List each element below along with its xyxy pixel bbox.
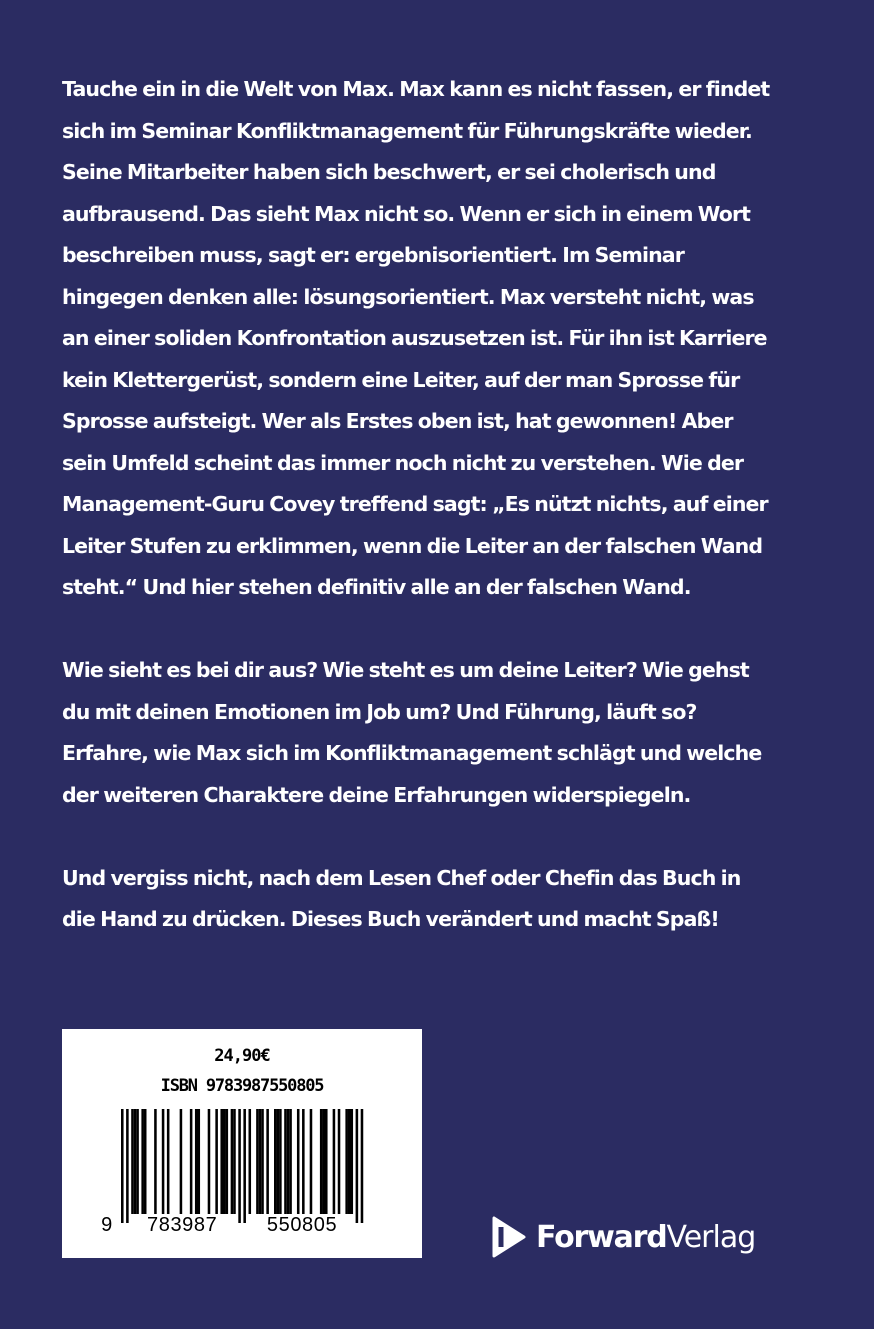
barcode-guard-bar — [243, 1109, 246, 1223]
barcode-bar — [226, 1109, 229, 1214]
barcode-bar — [162, 1109, 165, 1214]
barcode-bar — [198, 1109, 201, 1214]
barcode-bar — [287, 1109, 290, 1214]
barcode-bar — [333, 1109, 336, 1214]
barcode-bar — [223, 1109, 226, 1214]
barcode-bar — [302, 1109, 305, 1214]
barcode-bar — [351, 1109, 354, 1214]
barcode-bar — [144, 1109, 147, 1214]
barcode-bar — [231, 1109, 234, 1214]
barcode-bar — [134, 1109, 137, 1214]
barcode-bar — [195, 1109, 198, 1214]
barcode-bar — [284, 1109, 287, 1214]
barcode-guard-bar — [126, 1109, 129, 1223]
publisher-name-bold: Forward — [536, 1219, 667, 1255]
barcode-panel — [62, 1029, 422, 1258]
barcode-bar — [320, 1109, 323, 1214]
barcode-bar — [266, 1109, 269, 1214]
barcode-bar — [215, 1109, 218, 1214]
barcode-bar — [348, 1109, 351, 1214]
barcode-guard-bar — [361, 1109, 364, 1223]
barcode-bar — [259, 1109, 262, 1214]
barcode-bar — [279, 1109, 282, 1214]
barcode-bar — [233, 1109, 236, 1214]
blurb-paragraph-3: Und vergiss nicht, nach dem Lesen Chef oder Chefin das Buch in die Hand zu drücken. Dieses Buch verändert und macht Spaß! — [62, 865, 741, 931]
barcode-bar — [325, 1109, 328, 1214]
barcode-bar — [345, 1109, 348, 1214]
barcode-bar — [131, 1109, 134, 1214]
barcode-bar — [274, 1109, 277, 1214]
barcode-bar — [261, 1109, 264, 1214]
ean13-barcode — [62, 1029, 422, 1258]
isbn-label: ISBN 9783987550805 — [160, 1076, 324, 1096]
barcode-bar — [289, 1109, 292, 1214]
barcode-bar — [338, 1109, 341, 1214]
barcode-bar — [256, 1109, 259, 1214]
play-arrow-icon — [490, 1215, 528, 1259]
barcode-guard-bar — [356, 1109, 359, 1223]
barcode-bar — [180, 1109, 183, 1214]
barcode-bar — [310, 1109, 313, 1214]
barcode-digit-first: 9 — [101, 1214, 113, 1236]
blurb-paragraph-2: Wie sieht es bei dir aus? Wie steht es um deine Leiter? Wie gehst du mit deinen Emotionen im Job um? Und Führung, läuft so? Erfahre, wie Max sich im Konfliktmanagement schlägt und welche der weiteren Charaktere deine Erfahrungen widerspiegeln. — [62, 658, 762, 807]
barcode-bar — [249, 1109, 252, 1214]
barcode-digits-right: 550805 — [266, 1214, 338, 1236]
barcode-bar — [322, 1109, 325, 1214]
barcode-bar — [154, 1109, 157, 1214]
barcode-guard-bar — [121, 1109, 124, 1223]
barcode-digits-left: 783987 — [147, 1214, 218, 1236]
barcode-bar — [297, 1109, 300, 1214]
barcode-guard-bar — [238, 1109, 241, 1223]
barcode-bar — [167, 1109, 170, 1214]
barcode-bar — [208, 1109, 211, 1214]
blurb-paragraph-1: Tauche ein in die Welt von Max. Max kann es nicht fassen, er findet sich im Seminar Konfliktmanagement für Führungskräfte wieder. Seine Mitarbeiter haben sich beschwert, er sei cholerisch und aufbrausend. Das sieht Max nicht so. Wenn er sich in einem Wort beschreiben muss, sagt er: ergebnisorientiert. Im Seminar hingegen denken alle: lösungsorientiert. Max versteht nicht, was an einer soliden Konfrontation auszusetzen ist. Für ihn ist Karriere kein Klettergerüst, sondern eine Leiter, auf der man Sprosse für Sprosse aufsteigt. Wer als Erstes oben ist, hat gewonnen! Aber sein Umfeld scheint das immer noch nicht zu verstehen. Wie der Management-Guru Covey treffend sagt: „Es nützt nichts, auf einer Leiter Stufen zu erklimmen, wenn die Leiter an der falschen Wand steht.“ Und hier stehen definitiv alle an der falschen Wand. — [62, 77, 770, 599]
barcode-bar — [190, 1109, 193, 1214]
barcode-bar — [277, 1109, 280, 1214]
barcode-bar — [141, 1109, 144, 1214]
barcode-bar — [136, 1109, 139, 1214]
barcode-bar — [220, 1109, 223, 1214]
back-cover-blurb — [62, 69, 777, 941]
publisher-name-regular: Verlag — [666, 1219, 756, 1255]
publisher-logo — [490, 1213, 755, 1261]
price-label: 24,90€ — [214, 1046, 270, 1066]
